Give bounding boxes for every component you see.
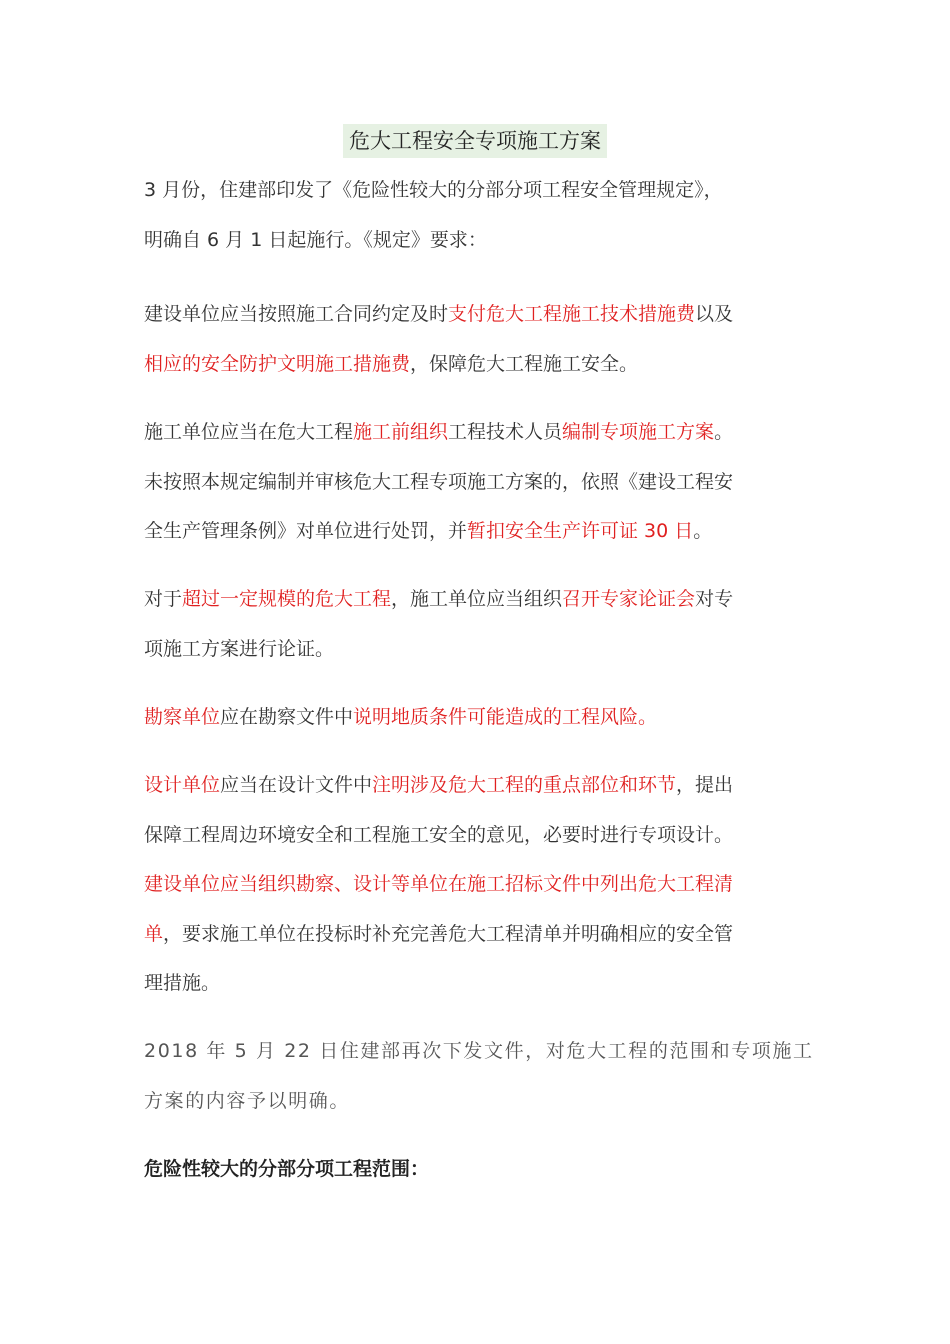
highlight-text: 说明地质条件可能造成的工程风险。	[353, 706, 658, 728]
paragraph-design-unit	[144, 761, 814, 1009]
text-line	[144, 575, 814, 625]
text-line	[144, 290, 814, 340]
highlight-text: 设计单位	[144, 774, 221, 796]
highlight-text: 勘察单位	[144, 706, 221, 728]
text-run: 。	[714, 421, 734, 443]
text-line: 理措施。	[144, 972, 221, 994]
text-run: ，提出	[676, 774, 734, 796]
text-run: 以及	[695, 303, 734, 325]
text-run: 。	[693, 520, 713, 542]
highlight-text: 相应的安全防护文明施工措施费	[144, 352, 411, 375]
text-line	[144, 507, 814, 557]
text-run: ，保障危大工程施工安全。	[410, 352, 639, 375]
highlight-text: 支付危大工程施工技术措施费	[448, 303, 696, 325]
text-line	[144, 910, 814, 960]
text-run: 对专	[695, 588, 734, 610]
text-line	[144, 761, 814, 811]
text-run: 工程技术人员	[448, 421, 563, 443]
highlight-text: 单	[144, 922, 164, 945]
text-line: 保障工程周边环境安全和工程施工安全的意见，必要时进行专项设计。	[144, 823, 734, 846]
text-run: ，要求施工单位在投标时补充完善危大工程清单并明确相应的安全管	[163, 922, 734, 945]
section-heading-container	[144, 1145, 814, 1195]
highlight-text: 超过一定规模的危大工程	[182, 588, 392, 610]
text-run: 全生产管理条例》对单位进行处罚，并	[144, 520, 468, 542]
text-line	[144, 340, 814, 390]
text-run: 应在勘察文件中	[220, 706, 354, 728]
text-run: 应当在设计文件中	[220, 774, 373, 796]
title-container	[0, 124, 950, 158]
paragraph-construction-unit-payment	[144, 290, 814, 389]
text-line: 方案的内容予以明确。	[144, 1089, 351, 1112]
text-line: 明确自 6 月 1 日起施行。《规定》要求：	[144, 228, 487, 251]
paragraph-contractor-plan	[144, 408, 814, 557]
paragraph-intro	[144, 166, 814, 265]
paragraph-expert-review	[144, 575, 814, 674]
highlight-text: 编制专项施工方案	[562, 421, 715, 443]
text-line: 2018 年 5 月 22 日住建部再次下发文件，对危大工程的范围和专项施工	[144, 1040, 814, 1062]
text-line: 3 月份，住建部印发了《危险性较大的分部分项工程安全管理规定》，	[144, 179, 723, 201]
highlight-text: 注明涉及危大工程的重点部位和环节	[372, 774, 677, 796]
text-line	[144, 693, 814, 743]
highlight-text: 召开专家论证会	[562, 588, 696, 610]
text-line: 项施工方案进行论证。	[144, 637, 335, 660]
section-heading: 危险性较大的分部分项工程范围：	[144, 1158, 430, 1180]
text-run: 施工单位应当在危大工程	[144, 421, 354, 443]
paragraph-2018-notice	[144, 1027, 814, 1126]
highlight-text: 暂扣安全生产许可证 30 日	[467, 520, 694, 542]
text-run: 建设单位应当按照施工合同约定及时	[144, 303, 449, 325]
text-line: 未按照本规定编制并审核危大工程专项施工方案的，依照《建设工程安	[144, 470, 734, 493]
text-run: 对于	[144, 588, 183, 610]
highlight-text: 施工前组织	[353, 421, 449, 443]
highlight-line: 建设单位应当组织勘察、设计等单位在施工招标文件中列出危大工程清	[144, 873, 734, 895]
paragraph-survey-unit	[144, 693, 814, 743]
text-line	[144, 408, 814, 458]
page-title: 危大工程安全专项施工方案	[343, 124, 607, 158]
text-run: ，施工单位应当组织	[391, 588, 563, 610]
